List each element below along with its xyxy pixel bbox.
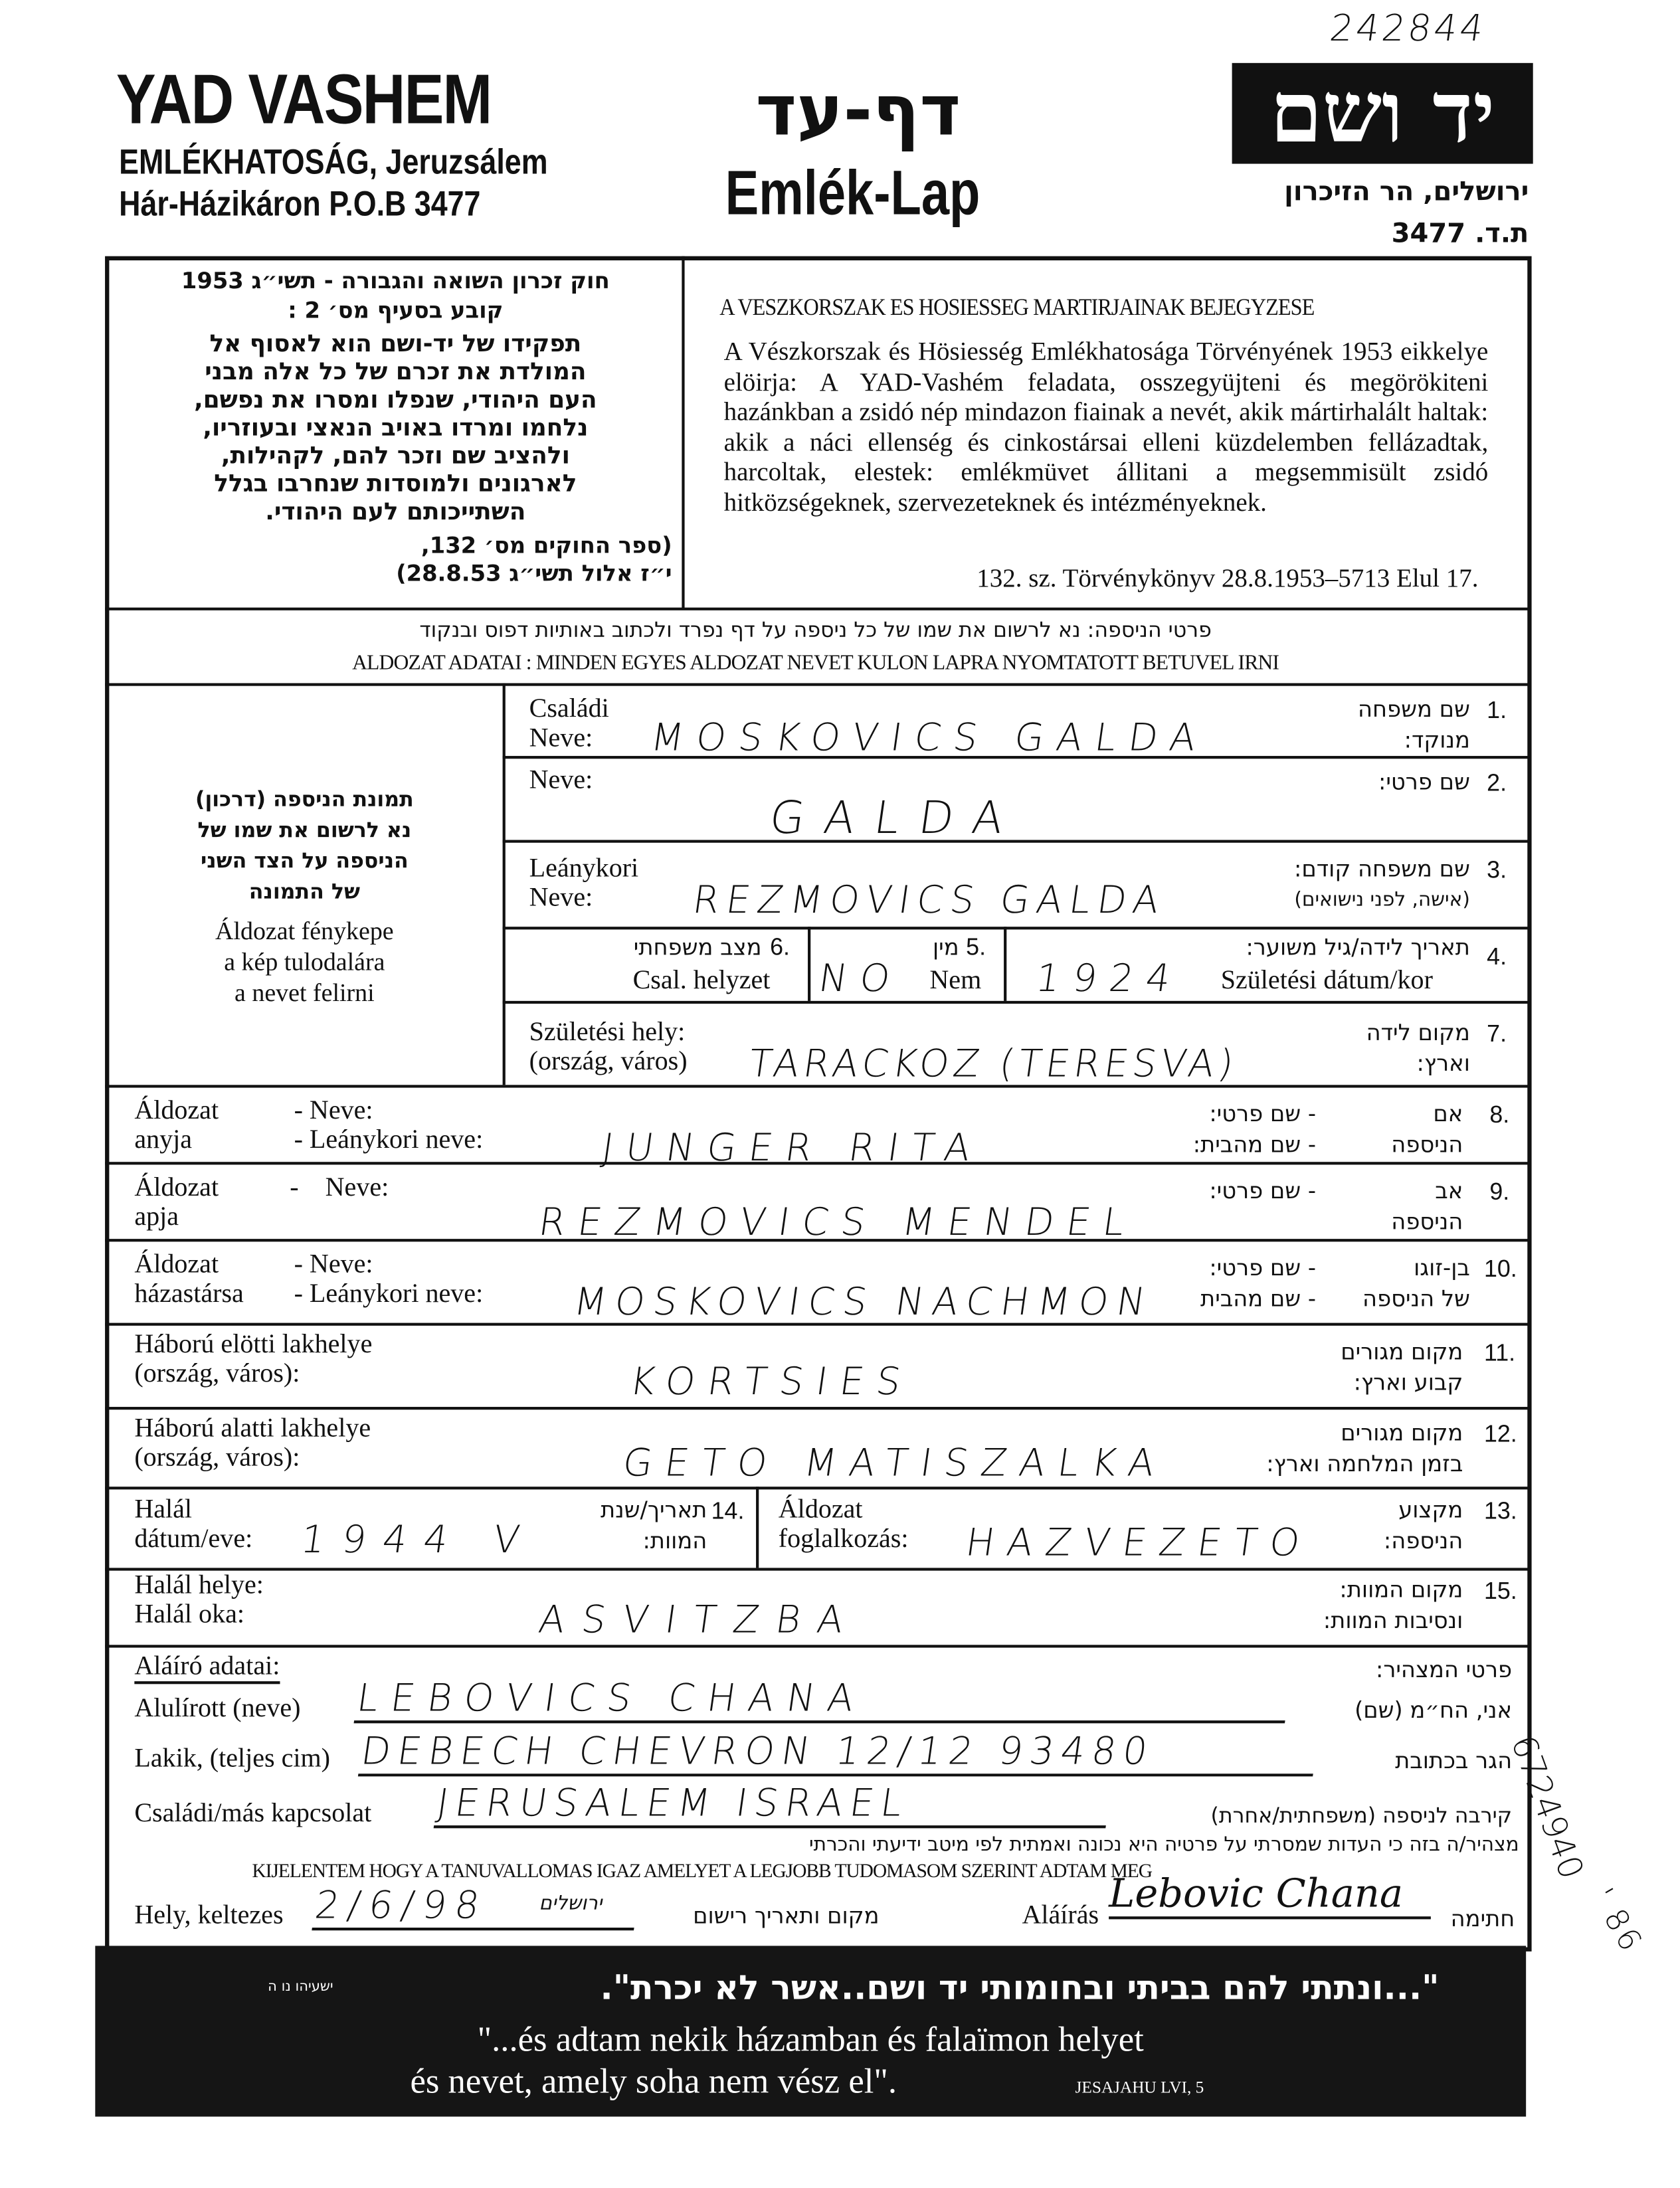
photo-hebrew-1-text: נא לרשום את שמו של xyxy=(197,817,412,843)
fields-f4-he1-text: תאריך לידה/גיל משוער: xyxy=(1246,933,1470,960)
law-hebrew-ref2-text: י״ז אלול תשי״ג 28.8.53) xyxy=(396,560,672,587)
fields-f4-hu1-text: Születési dátum/kor xyxy=(1220,966,1433,996)
fields-f12-value-text: GETO MATISZALKA xyxy=(620,1441,1170,1486)
form-divider xyxy=(105,683,1529,685)
fields-f8-num-text: 8. xyxy=(1489,1101,1510,1129)
declaration-hebrew: מצהיר/ה בזה כי העדות שמסרתי על פרטיה היא נכונה ואמתית לפי מיטב ידיעתי והכרתי xyxy=(809,1833,1519,1857)
fields-f3-hu1-text: Leánykori xyxy=(529,854,639,883)
fields-f12-he1-text: מקום מגורים xyxy=(1341,1419,1463,1447)
fields-f12-hu2-text: (ország, város): xyxy=(134,1443,300,1473)
form-element xyxy=(529,854,639,913)
signer-rel-hu-text: Családi/más kapcsolat xyxy=(134,1799,372,1829)
margin-note: ' 86 xyxy=(1584,1882,1649,1960)
photo-hebrew-2-text: הניספה על הצד השני xyxy=(200,848,409,874)
first-name-value: GALDA xyxy=(766,790,1027,844)
fields-f7-hu1-text: Születési hely: xyxy=(529,1018,686,1048)
law-hungarian-title: A VESZKORSZAK ES HOSIESSEG MARTIRJAINAK BEJEGYZESE xyxy=(719,294,1315,321)
photo-hungarian-1-text: a kép tulodalára xyxy=(224,947,385,976)
fields-f8-sub1-text: - Neve: xyxy=(294,1096,373,1126)
law-hebrew-title1-text: חוק זכרון השואה והגבורה - תשי״ג 1953 xyxy=(181,267,610,294)
fields-f8-hu1-text: Áldozat xyxy=(134,1096,219,1126)
form-divider xyxy=(682,256,684,609)
quote-hebrew-ref: ישעיהו נו ה xyxy=(268,1979,333,1995)
signer-rel-he-text: קירבה לניספה (משפחתית/אחרת) xyxy=(1210,1803,1513,1829)
law-hebrew-lines-0-text: תפקידו של יד-ושם הוא לאסוף אל xyxy=(209,330,582,359)
fields-f10-he2-text: של הניספה xyxy=(1362,1285,1470,1312)
law-hebrew-lines-6-text: השתייכותם לעם היהודי. xyxy=(265,498,526,527)
fields-f5-num-text: 5. xyxy=(966,933,986,960)
form-element xyxy=(112,915,498,1008)
fields-f7-he2-text: וארץ: xyxy=(1416,1049,1470,1077)
fields-f7-value-text: TARACKOZ (TERESVA) xyxy=(745,1043,1241,1087)
fields-f4-num-text: 4. xyxy=(1487,943,1507,970)
form-divider xyxy=(808,927,810,1001)
fields-f13-he1-text: מקצוע xyxy=(1398,1496,1463,1523)
quote-hungarian-line1: "...és adtam nekik házamban és falaïmon helyet xyxy=(477,2021,1144,2060)
signature: Lebovic Chana xyxy=(1109,1870,1431,1920)
form-element xyxy=(529,1018,688,1077)
fields-f7-num-text: 7. xyxy=(1487,1020,1507,1048)
org-line1: EMLÉKHATOSÁG, Jeruzsálem xyxy=(119,142,548,182)
law-hebrew xyxy=(119,266,672,588)
signer-place-value-text: 2/6/98 xyxy=(312,1884,640,1931)
fields-f15-hu2-text: Halál oka: xyxy=(134,1599,244,1630)
form-divider xyxy=(105,608,1529,610)
fields-f9-hu1-text: Áldozat xyxy=(134,1173,219,1203)
law-reference: 132. sz. Törvénykönyv 28.8.1953–5713 Elul 17. xyxy=(977,565,1479,594)
signer-rel-value-text: JERUSALEM ISRAEL xyxy=(434,1782,1112,1829)
fields-f8-he2-text: הניספה xyxy=(1391,1131,1463,1158)
form-divider xyxy=(105,1568,1529,1570)
fields-f10-sub2-text: - Leánykori neve: xyxy=(294,1279,484,1309)
instructions-hebrew: פרטי הניספה: נא לרשום את שמו של כל ניספה על דף נפרד ולכתוב באותיות דפוס ובנקוד xyxy=(419,617,1212,643)
form-element xyxy=(546,1495,707,1557)
declaration-hungarian: KIJELENTEM HOGY A TANUVALLOMAS IGAZ AMELYET A LEGJOBB TUDOMASOM SZERINT ADTAM MEG xyxy=(252,1861,1153,1883)
fields-f6-num-text: 6. xyxy=(770,933,791,960)
quote-hebrew: "...ונתתי להם בביתי ובחומותי יד ושם..אשר לא יכרת". xyxy=(600,1968,1440,2008)
fields-f10-sub1-text: - Neve: xyxy=(294,1249,373,1280)
family-name-value: MOSKOVICS GALDA xyxy=(648,717,1212,761)
fields-f11-value-text: KORTSIES xyxy=(626,1360,916,1404)
fields-f13-hu1-text: Áldozat xyxy=(778,1495,863,1525)
fields-f13-value-text: HAZVEZETO xyxy=(963,1521,1315,1566)
quote-hungarian-line2: és nevet, amely soha nem vész el". xyxy=(410,2063,897,2102)
fields-f15-he2-text: ונסיבות המוות: xyxy=(1323,1607,1463,1634)
form-divider xyxy=(503,683,506,1085)
form-divider xyxy=(503,927,1529,929)
fields-f15-he1-text: מקום המוות: xyxy=(1339,1576,1463,1603)
form-element xyxy=(1330,1495,1463,1557)
photo-hungarian-0-text: Áldozat fénykepe xyxy=(215,917,394,945)
fields-f1-he1-text: שם משפחה xyxy=(1357,695,1470,723)
fields-f13-num-text: 13. xyxy=(1483,1498,1517,1525)
form-element xyxy=(294,1096,484,1155)
signer-name-value-text: LEBOVICS CHANA xyxy=(354,1677,1291,1724)
signer-addr-he-text: הגר בכתובת xyxy=(1395,1747,1513,1774)
photo-hebrew-3-text: של התמונה xyxy=(248,879,360,905)
fields-f9-value-text: REZMOVICS MENDEL xyxy=(535,1201,1140,1245)
law-hebrew-lines-2-text: העם היהודי, שנפלו ומסרו את נפשם, xyxy=(194,386,597,414)
form-divider xyxy=(105,1645,1529,1647)
fields-f4-value-text: 1924 xyxy=(1032,957,1186,1001)
law-hebrew-lines-1-text: המולדת את זכרם של כל אלה מבני xyxy=(205,358,587,387)
fields-f10-hu2-text: házastársa xyxy=(134,1279,244,1309)
form-element xyxy=(134,1330,372,1389)
fields-f15-value-text: ASVITZBA xyxy=(535,1598,863,1643)
signer-title-hebrew: פרטי המצהיר: xyxy=(1375,1656,1513,1683)
header-logo-hebrew-text: יד ושם xyxy=(1269,64,1495,163)
center-hebrew-title: דף-עד xyxy=(755,70,961,151)
law-hebrew-lines-3-text: נלחמו ומרדו באויב הנאצי ובעוזריו, xyxy=(203,414,589,442)
signer-title: Aláíró adatai: xyxy=(134,1652,280,1684)
fields-f5-he1-text: מין xyxy=(932,933,959,960)
fields-f11-num-text: 11. xyxy=(1483,1339,1516,1366)
address-hebrew: ירושלים, הר הזיכרון xyxy=(1284,176,1529,207)
fields-f15-hu1-text: Halál helye: xyxy=(134,1570,264,1600)
signer-name-he-text: אני, הח״מ (שם) xyxy=(1354,1696,1513,1724)
form-element xyxy=(134,1414,371,1473)
form-element xyxy=(134,1571,264,1630)
law-hebrew-title2-text: קובע בסעיף מס׳ 2 : xyxy=(288,296,504,323)
fields-f11-he2-text: קבוע וארץ: xyxy=(1353,1369,1463,1396)
fields-f11-hu2-text: (ország, város): xyxy=(134,1359,300,1389)
law-hebrew-ref1-text: (ספר החוקים מס׳ 132, xyxy=(420,531,672,559)
form-element xyxy=(1176,854,1470,916)
fields-f14-hu1-text: Halál xyxy=(134,1495,193,1525)
form-element xyxy=(1302,1018,1470,1079)
form-element xyxy=(1106,1099,1316,1160)
fields-f9-he2-text: הניספה xyxy=(1391,1208,1463,1235)
photo-area[interactable] xyxy=(112,784,498,1008)
signer-addr-value-text: DEBECH CHEVRON 12/12 93480 xyxy=(358,1730,1319,1777)
fields-f2-hu1-text: Neve: xyxy=(529,765,593,796)
form-divider xyxy=(105,1407,1529,1410)
fields-f1-num-text: 1. xyxy=(1487,697,1507,724)
org-title: YAD VASHEM xyxy=(116,60,492,139)
fields-f13-he2-text: הניספה: xyxy=(1383,1527,1463,1554)
fields-f12-he2-text: בזמן המלחמה וארץ: xyxy=(1266,1450,1463,1477)
fields-f9-hs1-text: - שם פרטי: xyxy=(1209,1177,1317,1204)
form-element xyxy=(134,1096,219,1155)
signer-name-hu-text: Alulírott (neve) xyxy=(134,1694,301,1724)
fields-f10-hs1-text: - שם פרטי: xyxy=(1209,1254,1317,1281)
form-title: Emlék-Lap xyxy=(725,157,980,228)
signer-place-hand-text: ירושלים xyxy=(539,1892,603,1916)
fields-f9-he1-text: אב xyxy=(1435,1177,1463,1204)
law-hungarian-body: A Vészkorszak és Hösiesség Emlékhatosága Törvényének 1953 eikkelye elöirja: A YAD-Vashém feladata, osszegyüjteni és megörökiteni hazánkban a zsidó nép mindazon fiainak a nevét, akik mártirhalált haltak: akik a náci ellenség és cinkostársai elleni küzdelemben fellázadtak, harcoltak, elestek: emlékmüvet állitani a megsemmisült zsidó hitközségeknek, szervezeteknek és intézményeknek. xyxy=(723,339,1489,517)
fields-f1-he2-text: מנוקד: xyxy=(1404,726,1470,753)
fields-f11-hu1-text: Háború elötti lakhelye xyxy=(134,1330,373,1360)
form-element xyxy=(1260,1575,1463,1637)
fields-f8-value-text: JUNGER RITA xyxy=(599,1127,986,1170)
fields-f8-sub2-text: - Leánykori neve: xyxy=(294,1125,484,1155)
fields-f8-hs1-text: - שם פרטי: xyxy=(1209,1100,1317,1127)
fields-f14-hu2-text: dátum/eve: xyxy=(134,1524,253,1554)
form-divider xyxy=(105,1487,1529,1489)
form-element xyxy=(779,1495,909,1554)
form-element xyxy=(1190,1337,1463,1399)
signer-place-he-text: מקום ותאריך רישום xyxy=(693,1902,880,1930)
fields-f10-value-text: MOSKOVICS NACHMON xyxy=(571,1281,1157,1324)
fields-f10-hu1-text: Áldozat xyxy=(134,1249,219,1280)
form-element xyxy=(1316,1253,1470,1315)
file-number: 242844 xyxy=(1327,8,1489,50)
law-hebrew-lines-4-text: ולהציב שם וזכר להם, לקהילות, xyxy=(221,442,570,471)
form-divider xyxy=(503,1001,1529,1004)
form-element xyxy=(134,1250,244,1309)
fields-f14-value-text: 1944 V xyxy=(298,1518,539,1562)
fields-f6-he1-text: מצב משפחתי xyxy=(633,933,762,960)
fields-f5-value-text: NO xyxy=(816,957,905,1001)
fields-f10-he1-text: בן-זוגו xyxy=(1414,1254,1470,1281)
quote-hungarian-ref: JESAJAHU LVI, 5 xyxy=(1075,2077,1204,2098)
margin-number: 6724940 xyxy=(1503,1730,1592,1884)
form-element xyxy=(119,330,672,526)
fields-f14-num-text: 14. xyxy=(711,1498,745,1525)
form-element xyxy=(1330,1099,1463,1160)
fields-f3-num-text: 3. xyxy=(1487,856,1507,883)
fields-f9-num-text: 9. xyxy=(1489,1178,1510,1206)
photo-hebrew-0-text: תמונת הניספה (דרכון) xyxy=(195,786,414,812)
signer-sig-hu-text: Aláírás xyxy=(1022,1900,1099,1931)
signer-addr-hu-text: Lakik, (teljes cim) xyxy=(134,1744,330,1774)
fields-f5-hu1-text: Nem xyxy=(929,966,982,996)
fields-f8-hs2-text: - שם מהבית: xyxy=(1192,1131,1317,1158)
form-element xyxy=(529,694,609,753)
signer-sig-he-text: חתימה xyxy=(1450,1905,1515,1932)
fields-f14-he1-text: תאריך/שנת xyxy=(600,1496,707,1523)
footer-quote-band xyxy=(95,1946,1526,2116)
fields-f2-num-text: 2. xyxy=(1487,770,1507,797)
fields-f13-hu2-text: foglalkozás: xyxy=(778,1524,909,1554)
fields-f8-hu2-text: anyja xyxy=(134,1125,193,1155)
form-element xyxy=(1106,1253,1316,1315)
fields-f1-hu1-text: Családi xyxy=(529,694,609,724)
form-element xyxy=(112,784,498,907)
fields-f8-he1-text: אם xyxy=(1433,1100,1463,1127)
fields-f12-num-text: 12. xyxy=(1483,1421,1517,1448)
form-element xyxy=(134,1495,252,1554)
fields-f3-hu2-text: Neve: xyxy=(529,883,593,913)
fields-f12-hu1-text: Háború alatti lakhelye xyxy=(134,1413,371,1443)
org-line2: Hár-Házikáron P.O.B 3477 xyxy=(119,185,481,225)
fields-f7-he1-text: מקום לידה xyxy=(1366,1019,1470,1046)
fields-f9-sub1-text: - Neve: xyxy=(290,1173,389,1203)
photo-hungarian-2-text: a nevet felirni xyxy=(234,978,375,1007)
fields-f10-num-text: 10. xyxy=(1483,1255,1517,1283)
fields-f9-hu2-text: apja xyxy=(134,1202,179,1232)
form-element xyxy=(294,1250,484,1309)
yad-vashem-logo xyxy=(1232,63,1533,164)
fields-f7-hu2-text: (ország, város) xyxy=(529,1047,688,1077)
form-element xyxy=(1260,694,1470,756)
fields-f1-hu2-text: Neve: xyxy=(529,723,593,753)
fields-f15-num-text: 15. xyxy=(1483,1578,1517,1605)
fields-f6-hu1-text: Csal. helyzet xyxy=(632,966,771,996)
fields-f3-he1-text: שם משפחה קודם: xyxy=(1293,855,1470,882)
instructions-hungarian: ALDOZAT ADATAI : MINDEN EGYES ALDOZAT NEVET KULON LAPRA NYOMTATOTT BETUVEL IRNI xyxy=(352,652,1279,675)
signer-place-hu-text: Hely, keltezes xyxy=(134,1900,284,1931)
form-divider xyxy=(756,1487,759,1568)
fields-f3-he2-text: (אישה, לפני נישואים) xyxy=(1294,889,1470,911)
fields-f10-hs2-text: - שם מהבית xyxy=(1200,1285,1317,1312)
law-hebrew-lines-5-text: לארגונים ולמוסדות שנחרבו בגלל xyxy=(214,470,577,499)
form-element xyxy=(1330,1176,1463,1237)
form-divider xyxy=(1004,927,1006,1001)
maiden-name-value: REZMOVICS GALDA xyxy=(690,879,1169,923)
form-element xyxy=(134,1173,219,1232)
form-element xyxy=(1190,1418,1463,1480)
pobox-hebrew: ת.ד. 3477 xyxy=(1391,218,1529,250)
fields-f11-he1-text: מקום מגורים xyxy=(1341,1338,1463,1365)
fields-f14-he2-text: המוות: xyxy=(642,1527,707,1554)
fields-f2-he1-text: שם פרטי: xyxy=(1378,769,1470,796)
